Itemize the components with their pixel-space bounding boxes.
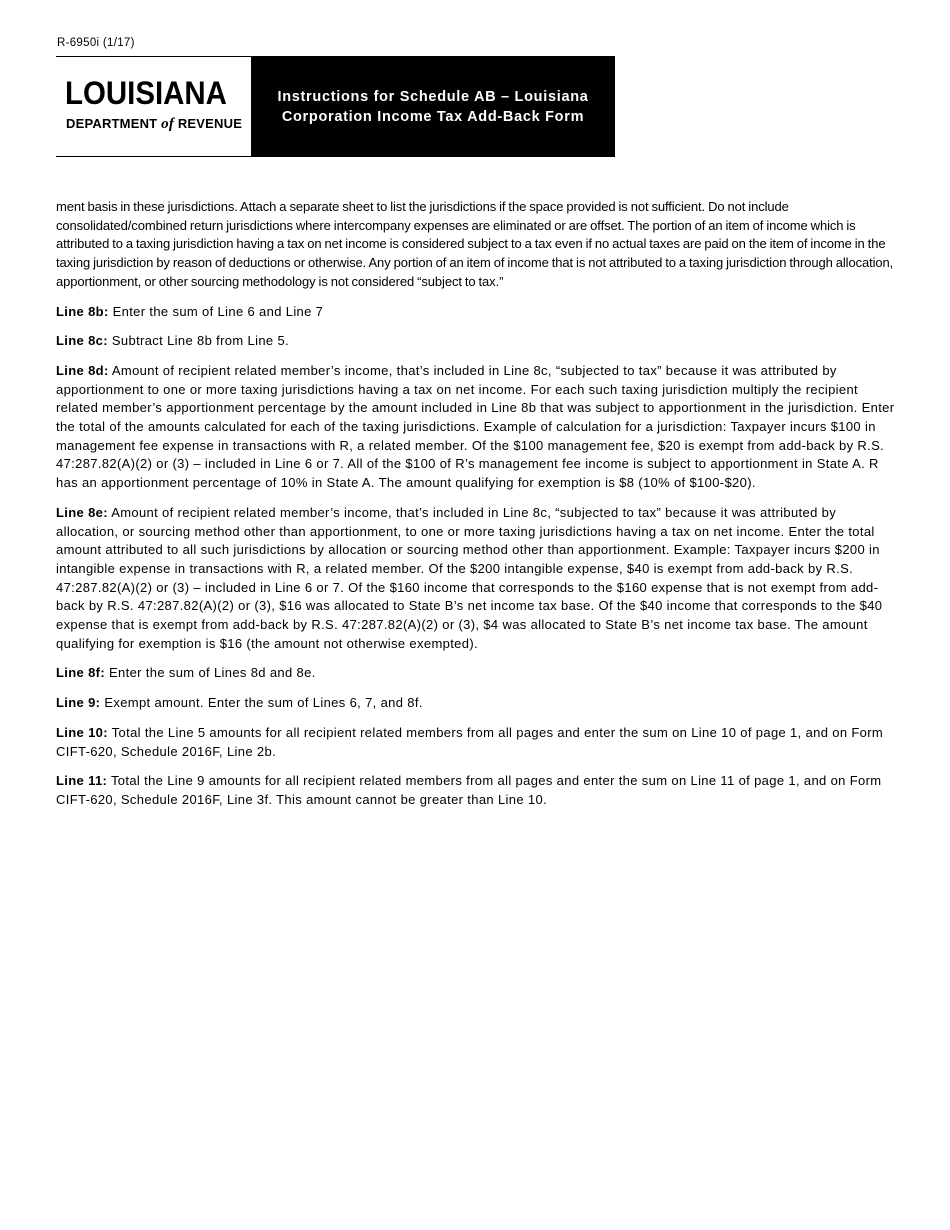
line-text: Total the Line 5 amounts for all recipient related members from all pages and enter the sum on Line 10 of page 1, and on Form CIFT-620, Schedule 2016F, Line 2b.	[56, 724, 884, 759]
line-label: Line 8b:	[56, 303, 109, 319]
line-9-instruction	[56, 694, 898, 713]
form-code: R-6950i (1/17)	[57, 37, 135, 49]
line-8e-instruction	[56, 504, 898, 654]
line-text: Total the Line 9 amounts for all recipient related members from all pages and enter the sum on Line 11 of page 1, and on Form CIFT-620, Schedule 2016F, Line 3f. This amount cannot be greater than Line 10.	[56, 773, 882, 807]
line-11-instruction	[56, 772, 898, 809]
page-header	[56, 56, 615, 157]
louisiana-revenue-logo	[56, 57, 251, 156]
page-title	[251, 56, 615, 157]
line-10-instruction	[56, 724, 898, 761]
line-8b-instruction	[56, 303, 898, 322]
title-line-1: Instructions for Schedule AB – Louisiana	[277, 88, 589, 105]
title-line-2: Corporation Income Tax Add-Back Form	[281, 108, 585, 125]
logo-dept-prefix: DEPARTMENT	[66, 116, 158, 131]
line-label: Line 11:	[56, 773, 108, 789]
line-text: Exempt amount. Enter the sum of Lines 6, 7, and 8f.	[104, 695, 423, 711]
line-text: Enter the sum of Lines 8d and 8e.	[109, 665, 316, 681]
line-label: Line 8c:	[56, 333, 108, 349]
logo-name: LOUISIANA	[65, 75, 227, 111]
instructions-body	[56, 198, 898, 821]
line-8c-instruction	[56, 332, 898, 351]
logo-department	[66, 116, 242, 133]
line-label: Line 8e:	[56, 504, 108, 520]
line-text: Enter the sum of Line 6 and Line 7	[112, 303, 324, 319]
line-label: Line 8f:	[56, 665, 106, 681]
line-text: Subtract Line 8b from Line 5.	[111, 333, 289, 349]
line-8f-instruction	[56, 664, 898, 683]
line-8d-instruction	[56, 362, 898, 493]
logo-dept-of: of	[161, 116, 175, 132]
line-label: Line 8d:	[56, 362, 109, 378]
logo-dept-suffix: REVENUE	[177, 116, 243, 131]
line-label: Line 9:	[56, 695, 101, 711]
line-text: Amount of recipient related member’s income, that’s included in Line 8c, “subjected to tax” because it was attributed by apportionment to one or more taxing jurisdictions having a tax on net income. For each such taxing jurisdiction multiply the recipient related member’s apportionment percentage by the amount included in Line 8b that was subject to apportionment in the jurisdiction. Enter the total of the amounts calculated for each of the taxing jurisdictions. Example of calculation for a jurisdiction: Taxpayer incurs $100 in management fee expense in transactions with R, a related member. Of the $100 management fee, $20 is exempt from add-back by R.S. 47:287.82(A)(2) or (3) – included in Line 6 or 7. All of the $100 of R’s management fee income is subject to apportionment in State A. R has an apportionment percentage of 10% in State A. The amount qualifying for exemption is $8 (10% of $100-$20).	[56, 362, 895, 491]
intro-paragraph: ment basis in these jurisdictions. Attach a separate sheet to list the jurisdictions if the space provided is not sufficient. Do not include consolidated/combined return jurisdictions where intercompany expenses are eliminated or are offset. The portion of an item of income which is attributed to a taxing jurisdiction having a tax on net income is considered subject to a tax even if no actual taxes are paid on the item of income in the taxing jurisdiction by reason of deductions or otherwise. Any portion of an item of income that is not attributed to a taxing jurisdiction through allocation, apportionment, or other sourcing methodology is not considered “subject to tax.”	[56, 199, 894, 289]
line-label: Line 10:	[56, 724, 108, 740]
line-text: Amount of recipient related member’s income, that’s included in Line 8c, “subjected to tax” because it was attributed by allocation, or sourcing method other than apportionment, to one or more taxing jurisdictions having a tax on net income. Enter the total amount attributed to all such jurisdictions by allocation or sourcing method other than apportionment. Example: Taxpayer incurs $200 in intangible expense in transactions with R, a related member. Of the $200 intangible expense, $40 is exempt from add-back by R.S. 47:287.82(A)(2) or (3) – included in Line 6 or 7. Of the $160 income that corresponds to the $160 expense that is not exempt from add-back by R.S. 47:287.82(A)(2) or (3), $16 was allocated to State B’s net income tax base. Of the $40 income that corresponds to the $40 expense that is exempt from add-back by R.S. 47:287.82(A)(2) or (3), $4 was allocated to State B’s net income tax base. The amount qualifying for exemption is $16 (the amount not otherwise exempted).	[56, 504, 883, 651]
